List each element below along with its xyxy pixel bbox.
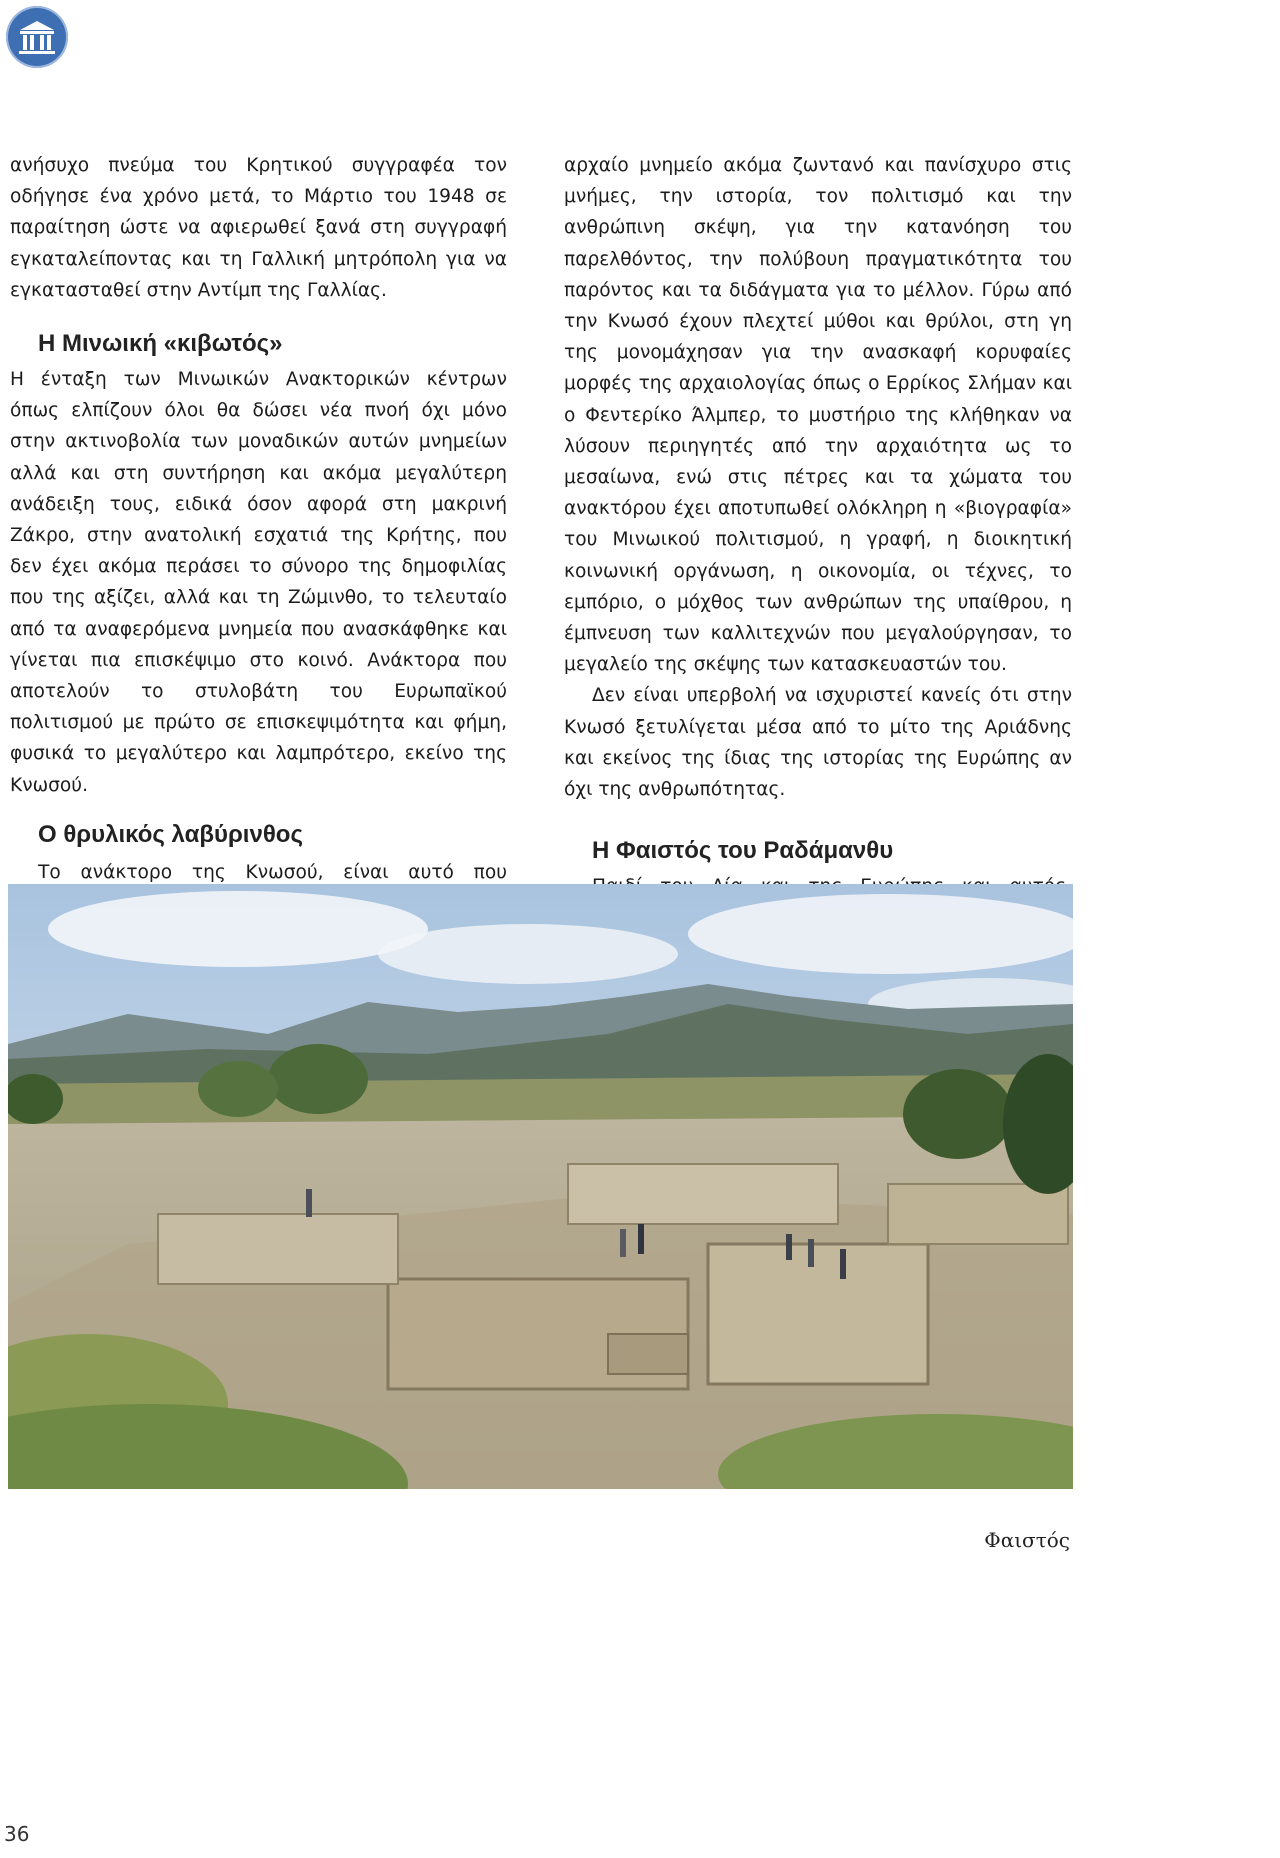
minoan-ark-paragraph: Η ένταξη των Μινωικών Ανακτορικών κέντρων όπως ελπίζουν όλοι θα δώσει νέα πνοή όχι μόνο στην ακτινοβολία των μοναδικών αυτών μνημείων αλλά και στη συντήρηση και ακόμα μεγαλύτερη ανάδειξη τους, ειδικά όσον αφορά στη μακρινή Ζάκρο, στην ανατολική εσχατιά της Κρήτης, που δεν έχει ακόμα περάσει το σύνορο της δημοφιλίας που της αξίζει, αλλά και τη Ζώμινθο, το τελευταίο από τα αναφερόμενα μνημεία που ανασκάφθηκε και γίνεται πια επισκέψιμο στο κοινό. Ανάκτορα που αποτελούν το στυλοβάτη του Ευρωπαϊκού πολιτισμού με πρώτο σε επισκεψιμότητα και φήμη, φυσικά το μεγαλύτερο και λαμπρότερο, εκείνο της Κνωσού. (10, 369, 507, 796)
photo-caption: Φαιστός (984, 1528, 1070, 1552)
knossos-paragraph: αρχαίο μνημείο ακόμα ζωντανό και πανίσχυρο στις μνήμες, την ιστορία, τον πολιτισμό και την ανθρώπινη σκέψη, για την κατανόηση του παρελθόντος, την πολύβουη πραγματικότητα του παρόντος και τα διδάγματα για το μέλλον. Γύρω από την Κνωσό έχουν πλεχτεί μύθοι και θρύλοι, στη γη της μονομάχησαν για την ανασκαφή κορυφαίες μορφές της αρχαιολογίας όπως ο Ερρίκος Σλήμαν και ο Φεντερίκο Άλμπερ, το μυστήριο της κλήθηκαν να λύσουν περιηγητές από την αρχαιότητα ως το μεσαίωνα, ενώ στις πέτρες και τα χώματα του ανακτόρου έχει αποτυπωθεί ολόκληρη η «βιογραφία» του Μινωικού πολιτισμού, η γραφή, η διοικητική κοινωνική οργάνωση, η οικονομία, οι τέχνες, το εμπόριο, ο μόχθος των ανθρώπων της υπαίθρου, η έμπνευση των καλλιτεχνών που μεγαλούργησαν, το μεγαλείο της σκέψης των κατασκευαστών του. (564, 155, 1072, 676)
unesco-logo-icon (6, 6, 68, 68)
ariadne-paragraph: Δεν είναι υπερβολή να ισχυριστεί κανείς ότι στην Κνωσό ξετυλίγεται μέσα από το μίτο της Αριάδνης και εκείνος της ίδιας της ιστορίας της Ευρώπης αν όχι της ανθρωπότητας. (564, 685, 1072, 801)
heading-minoan-ark: Η Μινωική «κιβωτός» (38, 330, 283, 358)
heading-legendary-labyrinth: Ο θρυλικός λαβύρινθος (38, 820, 303, 848)
landscape-illustration (8, 884, 1073, 1489)
labyrinth-paragraph: Το ανάκτορο της Κνωσού, είναι αυτό που (38, 861, 507, 883)
heading-phaistos: Η Φαιστός του Ραδάμανθυ (592, 837, 894, 865)
phaistos-ruins-photo (8, 884, 1073, 1489)
intro-paragraph: ανήσυχο πνεύμα του Κρητικού συγγραφέα τον οδήγησε ένα χρόνο μετά, το Μάρτιο του 1948 σε παραίτηση ώστε να αφιερωθεί ξανά στη συγγραφή εγκαταλείποντας και τη Γαλλική μητρόπολη για να εγκατασταθεί στην Αντίμπ της Γαλλίας. (10, 155, 507, 301)
page-number: 36 (4, 1822, 30, 1846)
